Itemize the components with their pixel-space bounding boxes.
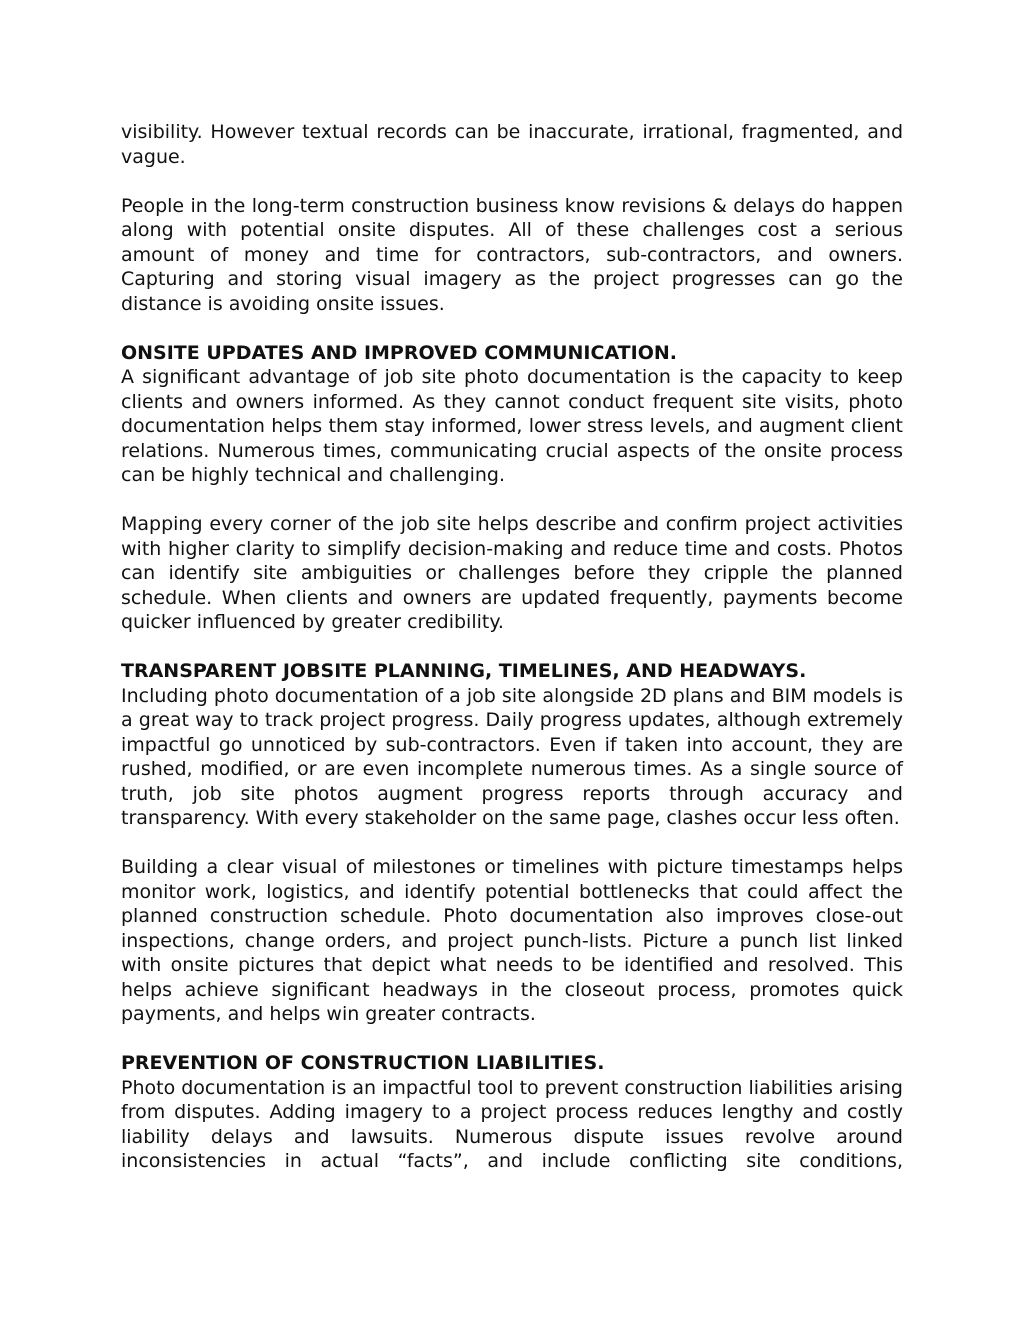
section-paragraph: A significant advantage of job site photo documentation is the capacity to keep clients and owners informed. As they cannot conduct frequent site visits, photo documentation helps them stay informed, lower stress levels, and augment client relations. Numerous times, communicating crucial aspects of the onsite process can be highly technical and challenging. bbox=[121, 366, 903, 486]
document-page bbox=[121, 120, 903, 1198]
section-paragraph: Including photo documentation of a job site alongside 2D plans and BIM models is a great way to track project progress. Daily progress updates, although extremely impactful go unnoticed by sub-contractors. Even if taken into account, they are rushed, modified, or are even incomplete numerous times. As a single source of truth, job site photos augment progress reports through accuracy and transparency. With every stakeholder on the same page, clashes occur less often. bbox=[121, 684, 903, 829]
section-paragraph: Building a clear visual of milestones or timelines with picture timestamps helps monitor work, logistics, and identify potential bottlenecks that could affect the planned construction schedule. Photo documentation also improves close-out inspections, change orders, and project punch-lists. Picture a punch list linked with onsite pictures that depict what needs to be identified and resolved. This helps achieve significant headways in the closeout process, promotes quick payments, and helps win greater contracts. bbox=[121, 856, 903, 1025]
intro-paragraph: visibility. However textual records can be inaccurate, irrational, fragmented, and vague. bbox=[121, 121, 903, 168]
section-heading-prevention-liabilities: PREVENTION OF CONSTRUCTION LIABILITIES. bbox=[121, 1052, 605, 1074]
section-heading-onsite-updates: ONSITE UPDATES AND IMPROVED COMMUNICATION. bbox=[121, 341, 677, 364]
section-heading-transparent-planning: TRANSPARENT JOBSITE PLANNING, TIMELINES, AND HEADWAYS. bbox=[121, 660, 807, 682]
section-paragraph: Photo documentation is an impactful tool to prevent construction liabilities arising from disputes. Adding imagery to a project process reduces lengthy and costly liability delays and lawsuits. Numerous dispute issues revolve around inconsistencies in actual “facts”, and include conflicting site conditions, bbox=[121, 1076, 903, 1172]
intro-paragraph: People in the long-term construction business know revisions & delays do happen along with potential onsite disputes. All of these challenges cost a serious amount of money and time for contractors, sub-contractors, and owners. Capturing and storing visual imagery as the project progresses can go the distance is avoiding onsite issues. bbox=[121, 194, 903, 315]
section-paragraph: Mapping every corner of the job site helps describe and confirm project activities with higher clarity to simplify decision-making and reduce time and costs. Photos can identify site ambiguities or challenges before they cripple the planned schedule. When clients and owners are updated frequently, payments become quicker influenced by greater credibility. bbox=[121, 513, 903, 633]
